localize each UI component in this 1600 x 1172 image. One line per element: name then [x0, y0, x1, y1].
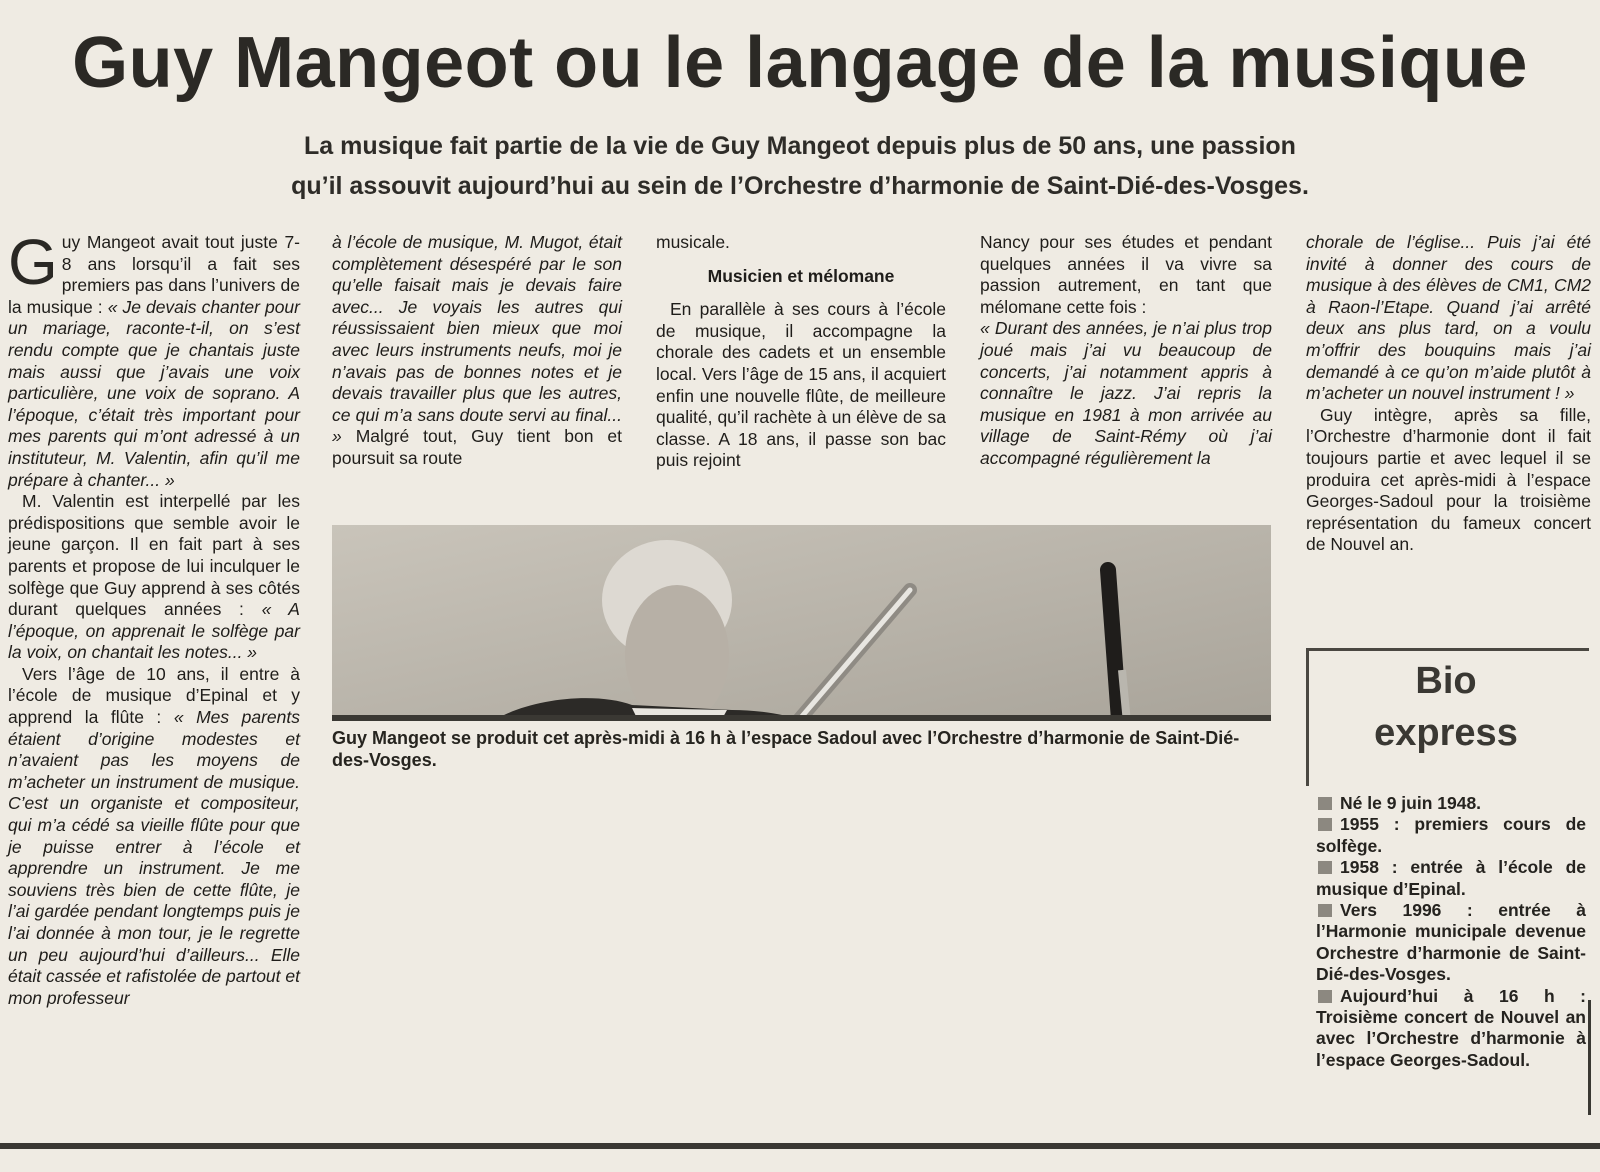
article-column-4	[980, 232, 1272, 470]
subheading: Musicien et mélomane	[707, 265, 895, 286]
bio-item: 1955 : premiers cours de solfège.	[1316, 814, 1586, 856]
bullet-square-icon	[1318, 904, 1332, 917]
bio-item: Aujourd’hui à 16 h : Troisième concert de Nouvel an avec l’Orchestre d’harmonie à l’espace Georges-Sadoul.	[1316, 985, 1586, 1070]
quote: chorale de l’église... Puis j’ai été invité à donner des cours de musique à des élèves de CM1, CM2 à Raon-l’Etape. Quand j’ai arrêté deux ans plus tard, on a voulu m’offrir des bouquins mais j’ai demandé à ce qu’on m’aide plutôt à m’acheter un nouvel instrument ! »	[1306, 232, 1591, 404]
paragraph: Nancy pour ses études et pendant quelques années il va vivre sa passion autrement, en tant que mélomane cette fois :	[980, 232, 1272, 317]
paragraph: musicale.	[656, 232, 730, 252]
bullet-square-icon	[1318, 990, 1332, 1003]
article-column-5	[1306, 232, 1591, 556]
article-column-1	[8, 226, 301, 1009]
bio-subtitle: express	[1374, 712, 1518, 754]
paragraph: Guy intègre, après sa fille, l’Orchestre d’harmonie dont il fait toujours partie et avec lequel il se produira cet après-midi à l’espace Georges-Sadoul pour la troisième représentation du fameux concert de Nouvel an.	[1306, 404, 1591, 555]
bio-list	[1316, 793, 1586, 1071]
article-column-3	[656, 232, 946, 472]
quote: « Je devais chanter pour un mariage, raconte-t-il, on s’est rendu compte que je chantais juste mais aussi que j’avais une voix particulière, une voix de soprano. A l’époque, c’était très important pour mes parents qui m’ont adressé à un instituteur, M. Valentin, afin qu’il me prépare à chanter... »	[8, 296, 300, 490]
bio-item: Né le 9 juin 1948.	[1316, 793, 1586, 814]
bullet-square-icon	[1318, 861, 1332, 874]
quote: « Durant des années, je n’ai plus trop joué mais j’ai vu beaucoup de concerts, j’ai notamment appris à connaître le jazz. J’ai repris la musique en 1981 à mon arrivée au village de Saint-Rémy où j’ai accompagné régulièrement la	[980, 318, 1272, 468]
photo-illustration	[332, 525, 1271, 721]
bio-item: Vers 1996 : entrée à l’Harmonie municipale devenue Orchestre d’harmonie de Saint-Dié-des-Vosges.	[1316, 900, 1586, 985]
paragraph: En parallèle à ses cours à l’école de musique, il accompagne la chorale des cadets et un ensemble local. Vers l’âge de 15 ans, il acquiert enfin une nouvelle flûte, de meilleure qualité, qu’il rachète à un élève de sa classe. A 18 ans, il passe son bac puis rejoint	[656, 299, 946, 471]
face-shape	[625, 585, 729, 721]
headline: Guy Mangeot ou le langage de la musique	[72, 23, 1528, 103]
deck-line-2: qu’il assouvit aujourd’hui au sein de l’Orchestre d’harmonie de Saint-Dié-des-Vosges.	[291, 172, 1309, 200]
quote: « Mes parents étaient d’origine modestes et n’avaient pas les moyens de m’acheter un instrument de musique. C’est un organiste et compositeur, qui m’a cédé sa vieille flûte pour que je puisse entrer à l’école et apprendre un instrument. Je me souviens très bien de cette flûte, je l’ai gardée pendant longtemps puis je l’ai donnée à mon tour, je le regrette un peu aujourd’hui d’ailleurs... Elle était cassée et rafistolée de partout et mon professeur	[8, 707, 301, 1008]
quote: à l’école de musique, M. Mugot, était complètement désespéré par le son qu’elle faisait mais je devais faire avec... Je voyais les autres qui réussissaient bien mieux que moi avec leurs instruments neufs, moi je n’avais pas de bonnes notes et je devais travailler plus que les autres, ce qui m’a sans doute servi au final... »	[332, 232, 622, 447]
bullet-square-icon	[1318, 797, 1332, 810]
photo-background	[332, 525, 1271, 721]
article-photo	[332, 525, 1271, 721]
bullet-square-icon	[1318, 818, 1332, 831]
quote: « A l’époque, on apprenait le solfège par la voix, on chantait les notes... »	[8, 599, 300, 663]
paragraph: M. Valentin est interpellé par les prédispositions que semble avoir le jeune garçon. Il en fait part à ses parents et propose de lui inculquer le solfège que Guy apprend à ses côtés durant quelques années :	[8, 491, 300, 620]
photo-bottom-edge	[332, 715, 1271, 721]
paragraph: uy Mangeot avait tout juste 7-8 ans lorsqu’il a fait ses premiers pas dans l’univers de la musique :	[8, 232, 300, 317]
bio-item: 1958 : entrée à l’école de musique d’Epinal.	[1316, 857, 1586, 899]
bio-box-right-rule	[1588, 1000, 1591, 1115]
paragraph: Vers l’âge de 10 ans, il entre à l’école de musique d’Epinal et y apprend la flûte :	[8, 663, 300, 728]
deck-line-1: La musique fait partie de la vie de Guy Mangeot depuis plus de 50 ans, une passion	[304, 132, 1296, 160]
photo-caption: Guy Mangeot se produit cet après-midi à 16 h à l’espace Sadoul avec l’Orchestre d’harmonie de Saint-Dié-des-Vosges.	[332, 728, 1240, 770]
bio-title: Bio	[1415, 660, 1477, 702]
article-column-2	[332, 232, 622, 470]
drop-cap: G	[8, 226, 58, 298]
paragraph: Malgré tout, Guy tient bon et poursuit sa route	[332, 426, 622, 468]
bottom-rule	[0, 1143, 1600, 1149]
